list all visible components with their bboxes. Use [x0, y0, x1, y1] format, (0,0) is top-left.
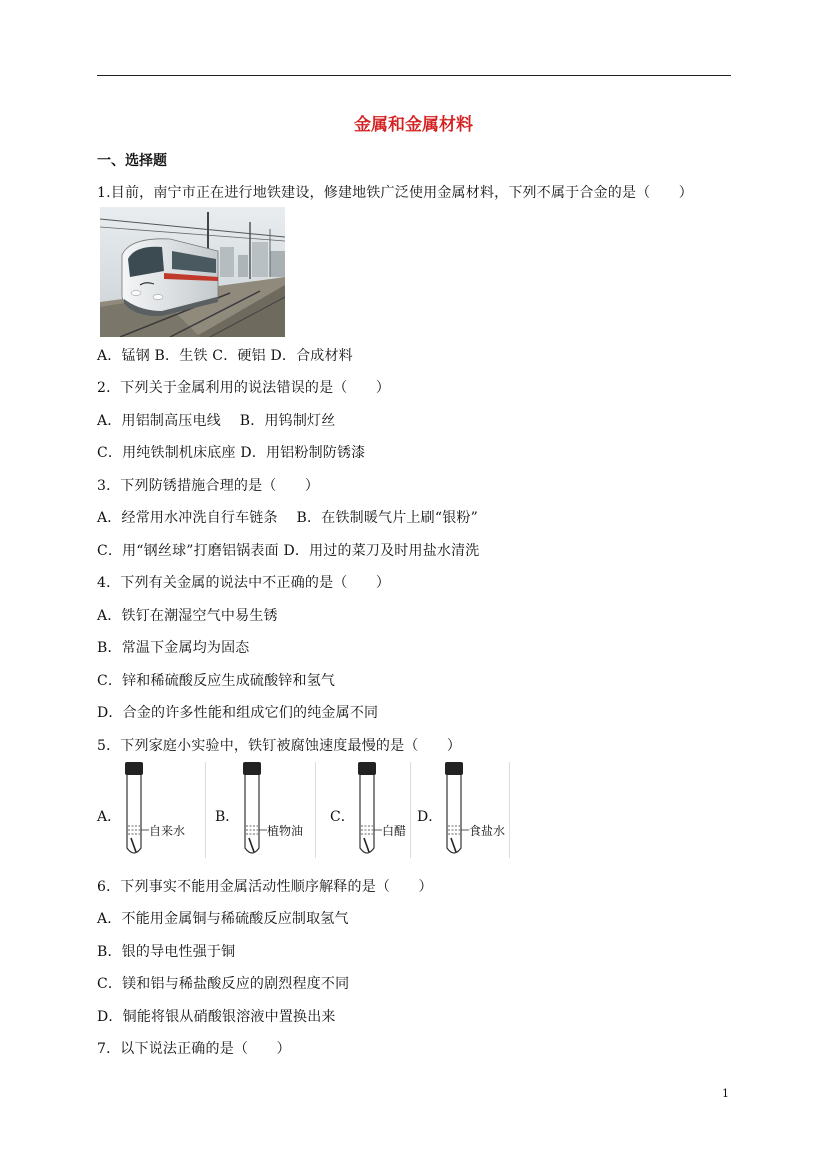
- question-6-stem: 6．下列事实不能用金属活动性顺序解释的是（ ）: [97, 879, 433, 895]
- question-5-test-tube-options: [97, 760, 517, 860]
- question-3-stem: 3．下列防锈措施合理的是（ ）: [97, 478, 320, 494]
- question-4-stem: 4．下列有关金属的说法中不正确的是（ ）: [97, 575, 391, 591]
- section-heading: 一、选择题: [97, 153, 167, 169]
- question-4-option-a: A．铁钉在潮湿空气中易生锈: [97, 608, 278, 624]
- test-tube-icon: [439, 760, 469, 860]
- question-3-options-ab: A．经常用水冲洗自行车链条 B．在铁制暖气片上刷“银粉”: [97, 510, 478, 526]
- option-d-letter: D．: [417, 809, 443, 825]
- option-c-tube: [330, 760, 425, 860]
- option-d-liquid-label: 食盐水: [469, 824, 506, 838]
- option-divider: [509, 762, 510, 858]
- option-c-letter: C．: [330, 809, 355, 825]
- question-6-option-a: A．不能用金属铜与稀硫酸反应制取氢气: [97, 911, 349, 927]
- option-a-tube: [97, 760, 207, 860]
- question-2-options-ab: A．用铝制高压电线 B．用钨制灯丝: [97, 413, 336, 429]
- question-4-option-c: C．锌和稀硫酸反应生成硫酸锌和氢气: [97, 673, 336, 689]
- option-d-tube: [417, 760, 517, 860]
- question-2-options-cd: C．用纯铁制机床底座 D．用铝粉制防锈漆: [97, 445, 366, 461]
- question-1-stem: 1.目前，南宁市正在进行地铁建设，修建地铁广泛使用金属材料，下列不属于合金的是（ ）: [97, 185, 693, 201]
- subway-train-photo: [100, 207, 285, 337]
- option-divider: [205, 762, 206, 858]
- option-b-tube: [215, 760, 325, 860]
- question-7-stem: 7．以下说法正确的是（ ）: [97, 1041, 291, 1057]
- test-tube-icon: [352, 760, 382, 860]
- test-tube-icon: [119, 760, 149, 860]
- option-a-letter: A．: [97, 809, 122, 825]
- header-rule: [97, 75, 731, 76]
- question-6-option-d: D．铜能将银从硝酸银溶液中置换出来: [97, 1009, 336, 1025]
- option-a-liquid-label: 自来水: [149, 824, 186, 838]
- test-tube-icon: [237, 760, 267, 860]
- question-6-option-c: C．镁和铝与稀盐酸反应的剧烈程度不同: [97, 976, 350, 992]
- option-divider: [315, 762, 316, 858]
- question-4-option-b: B．常温下金属均为固态: [97, 640, 250, 656]
- question-6-option-b: B．银的导电性强于铜: [97, 944, 236, 960]
- question-4-option-d: D．合金的许多性能和组成它们的纯金属不同: [97, 705, 379, 721]
- question-3-options-cd: C．用“钢丝球”打磨铝锅表面 D．用过的菜刀及时用盐水清洗: [97, 543, 480, 559]
- question-2-stem: 2．下列关于金属利用的说法错误的是（ ）: [97, 380, 391, 396]
- option-b-liquid-label: 植物油: [267, 824, 304, 838]
- question-5-stem: 5．下列家庭小实验中，铁钉被腐蚀速度最慢的是（ ）: [97, 738, 462, 754]
- page-number: 1: [722, 1087, 729, 1100]
- option-c-liquid-label: 白醋: [382, 824, 407, 838]
- document-title: 金属和金属材料: [354, 115, 473, 135]
- question-1-options: A．锰钢 B．生铁 C．硬铝 D．合成材料: [97, 348, 353, 364]
- option-b-letter: B．: [215, 809, 240, 825]
- option-divider: [410, 762, 411, 858]
